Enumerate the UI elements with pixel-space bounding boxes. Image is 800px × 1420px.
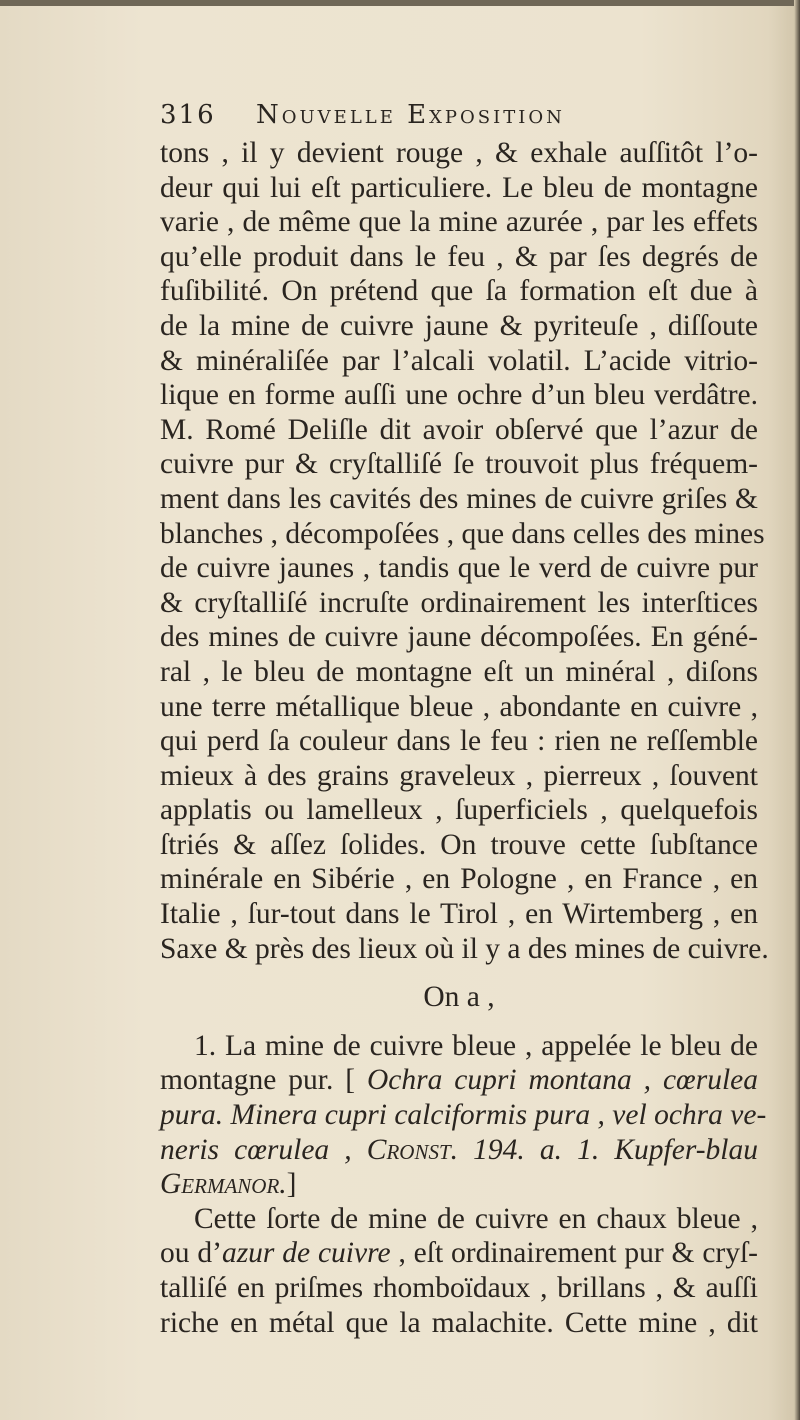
author-citation: Germanor. bbox=[160, 1168, 287, 1201]
text-line: de cuivre jaunes , tandis que le verd de cuivre pur bbox=[160, 552, 758, 585]
text-line: qu’elle produit dans le feu , & par ſes degrés de bbox=[160, 240, 758, 273]
text-line: une terre métallique bleue , abondante en cuivre , bbox=[160, 690, 758, 723]
italic-term: azur de cuivre bbox=[221, 1237, 391, 1270]
text-line bbox=[160, 1167, 758, 1202]
author-citation: Cronst. bbox=[366, 1133, 459, 1166]
text-line: & minéraliſée par l’alcali volatil. L’acide vitrio- bbox=[160, 344, 758, 377]
text-line: des mines de cuivre jaune décompoſées. En géné- bbox=[160, 621, 758, 654]
latin-name: neris cœrulea , bbox=[160, 1133, 352, 1166]
text-line: fuſibilité. On prétend que ſa formation eſt due à bbox=[160, 275, 758, 308]
text-line: Cette ſorte de mine de cuivre en chaux bleue , bbox=[194, 1202, 758, 1235]
text-line: blanches , décompoſées , que dans celles des mines bbox=[160, 517, 765, 550]
text-run: montagne pur. [ bbox=[160, 1064, 356, 1097]
citation-reference: 194. a. 1. Kupfer-blau bbox=[473, 1133, 758, 1166]
text-line: pura. Minera cupri calciformis pura , vel ochra ve- bbox=[160, 1099, 767, 1132]
text-line: Italie , ſur-tout dans le Tirol , en Wirtemberg , en bbox=[160, 898, 758, 931]
text-line: deur qui lui eſt particuliere. Le bleu de montagne bbox=[160, 171, 758, 204]
text-run: , eſt ordinairement pur & cryſ- bbox=[398, 1237, 759, 1270]
text-run: ou d’ bbox=[160, 1237, 222, 1270]
paragraph-gap bbox=[160, 966, 758, 980]
paragraph-gap bbox=[160, 1015, 758, 1029]
page-header bbox=[160, 100, 760, 140]
body-text bbox=[160, 136, 769, 1340]
text-line: cuivre pur & cryſtalliſé ſe trouvoit plus fréquem- bbox=[160, 448, 758, 481]
text-line: Saxe & près des lieux où il y a des mines de cuivre. bbox=[160, 932, 769, 965]
text-run: ] bbox=[286, 1168, 297, 1201]
text-line bbox=[160, 1133, 758, 1168]
text-line bbox=[160, 1236, 758, 1271]
text-line: ral , le bleu de montagne eſt un minéral , diſons bbox=[160, 655, 758, 688]
text-line: minérale en Sibérie , en Pologne , en France , en bbox=[160, 863, 758, 896]
text-line: & cryſtalliſé incruſte ordinairement les interſtices bbox=[160, 586, 758, 619]
text-line: talliſé en priſmes rhomboïdaux , brillans , & auſſi bbox=[160, 1272, 758, 1304]
text-line: applatis ou lamelleux , ſuperficiels , quelquefois bbox=[160, 794, 758, 827]
latin-name: Ochra cupri montana , cœrulea bbox=[367, 1064, 758, 1097]
text-line: riche en métal que la malachite. Cette mine , dit bbox=[160, 1306, 758, 1339]
text-line: M. Romé Deliſle dit avoir obſervé que l’azur de bbox=[160, 413, 758, 446]
page-top-edge bbox=[0, 0, 800, 6]
text-line: ſtriés & aſſez ſolides. On trouve cette ſubſtance bbox=[160, 828, 758, 861]
text-line: lique en forme auſſi une ochre d’un bleu verdâtre. bbox=[160, 379, 758, 412]
page-number: 316 bbox=[160, 100, 216, 130]
running-title: Nouvelle Exposition bbox=[256, 100, 565, 130]
section-heading: On a , bbox=[423, 981, 495, 1014]
text-line bbox=[160, 1063, 758, 1098]
text-line: ment dans les cavités des mines de cuivre griſes & bbox=[160, 482, 758, 515]
text-line: varie , de même que la mine azurée , par les effets bbox=[160, 206, 758, 239]
text-line: mieux à des grains graveleux , pierreux , ſouvent bbox=[160, 759, 758, 792]
text-line: tons , il y devient rouge , & exhale auſſitôt l’o- bbox=[160, 137, 758, 169]
page-binding-edge bbox=[794, 0, 800, 1420]
text-line: 1. La mine de cuivre bleue , appelée le bleu de bbox=[194, 1029, 758, 1062]
text-line: de la mine de cuivre jaune & pyriteuſe , diſſoute bbox=[160, 309, 758, 342]
text-line: qui perd ſa couleur dans le feu : rien ne reſſemble bbox=[160, 725, 758, 758]
